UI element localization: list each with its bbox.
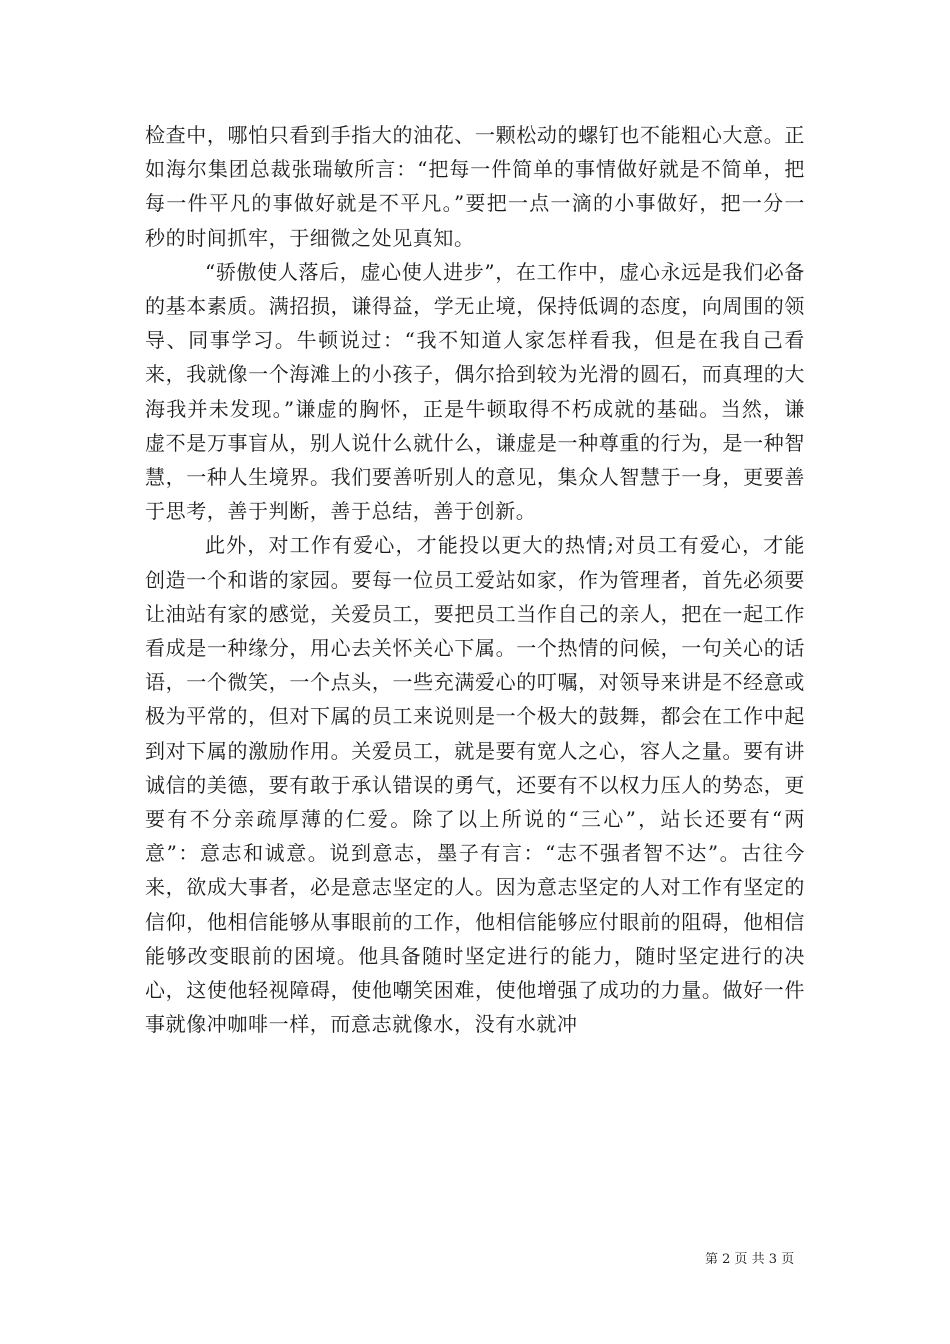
paragraph-3: 此外，对工作有爱心，才能投以更大的热情;对员工有爱心，才能创造一个和谐的家园。要每一位员工爱站如家，作为管理者，首先必须要让油站有家的感觉，关爱员工，要把员工当作自己的亲人，把在一起工作看成是一种缘分，用心去关怀关心下属。一个热情的问候，一句关心的话语，一个微笑，一个点头，一些充满爱心的叮嘱，对领导来讲是不经意或极为平常的，但对下属的员工来说则是一个极大的鼓舞，都会在工作中起到对下属的激励作用。关爱员工，就是要有宽人之心，容人之量。要有讲诚信的美德，要有敢于承认错误的勇气，还要有不以权力压人的势态，更要有不分亲疏厚薄的仁爱。除了以上所说的“三心”，站长还要有“两意”：意志和诚意。说到意志，墨子有言：“志不强者智不达”。古往今来，欲成大事者，必是意志坚定的人。因为意志坚定的人对工作有坚定的信仰，他相信能够从事眼前的工作，他相信能够应付眼前的阻碍，他相信能够改变眼前的困境。他具备随时坚定进行的能力，随时坚定进行的决心，这使他轻视障碍，使他嘲笑困难，使他增强了成功的力量。做好一件事就像冲咖啡一样，而意志就像水，没有水就冲: [145, 533, 805, 1037]
document-body: [145, 118, 805, 1041]
paragraph-2: “骄傲使人落后，虚心使人进步”，在工作中，虚心永远是我们必备的基本素质。满招损，谦得益，学无止境，保持低调的态度，向周围的领导、同事学习。牛顿说过：“我不知道人家怎样看我，但是在我自己看来，我就像一个海滩上的小孩子，偶尔拾到较为光滑的圆石，而真理的大海我并未发现。”谦虚的胸怀，正是牛顿取得不朽成就的基础。当然，谦虚不是万事盲从，别人说什么就什么，谦虚是一种尊重的行为，是一种智慧，一种人生境界。我们要善听别人的意见，集众人智慧于一身，更要善于思考，善于判断，善于总结，善于创新。: [145, 259, 805, 524]
page-number-footer: 第 2 页 共 3 页: [705, 1252, 795, 1267]
paragraph-1: 检查中，哪怕只看到手指大的油花、一颗松动的螺钉也不能粗心大意。正如海尔集团总裁张瑞敏所言：“把每一件简单的事情做好就是不简单，把每一件平凡的事做好就是不平凡。”要把一点一滴的小事做好，把一分一秒的时间抓牢，于细微之处见真知。: [145, 123, 805, 250]
